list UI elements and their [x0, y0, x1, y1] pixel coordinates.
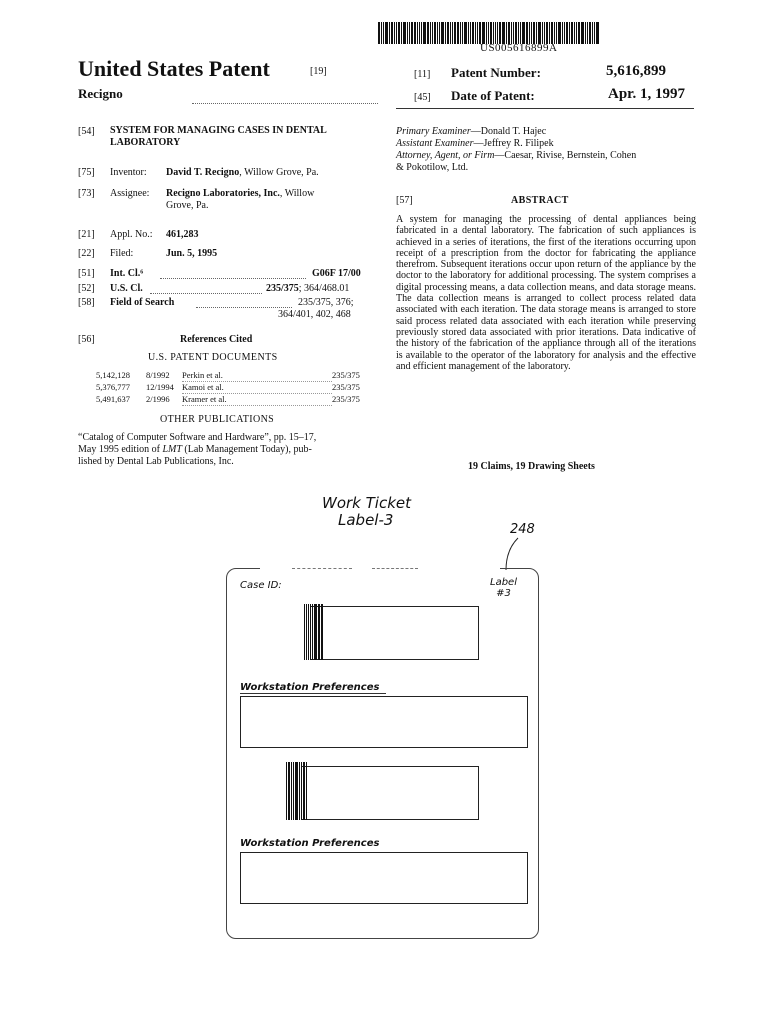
assistant-examiner-label: Assistant Examiner — [396, 138, 474, 149]
patent-title: United States Patent — [78, 56, 270, 81]
appl-no-label: Appl. No.: — [110, 229, 153, 240]
appl-no: 461,283 — [166, 229, 199, 240]
assignee-line — [166, 188, 314, 199]
f52-code: [52] — [78, 283, 95, 294]
primary-examiner-label: Primary Examiner — [396, 126, 471, 137]
reference-name: Perkin et al. — [182, 370, 332, 382]
f75-code: [75] — [78, 167, 95, 178]
int-cl-label: Int. Cl.⁶ — [110, 268, 144, 279]
ticket-label — [490, 577, 517, 599]
inventor-line — [166, 167, 319, 178]
leader-dots — [150, 293, 262, 294]
divider — [192, 103, 378, 104]
date-label: Date of Patent: — [451, 88, 535, 103]
inventor-name: David T. Recigno — [166, 167, 240, 178]
filed-label: Filed: — [110, 248, 134, 259]
abstract-title: ABSTRACT — [511, 195, 569, 206]
assignee-label: Assignee: — [110, 188, 150, 199]
reference-name: Kamoi et al. — [182, 382, 332, 394]
ticket-barcode-1 — [304, 604, 324, 660]
figure-caption-2: Label-3 — [338, 511, 394, 529]
reference-class: 235/375 — [332, 394, 360, 404]
abstract-text: A system for managing the processing of dental appliances being fabricated in a dental laboratory. The fabrication of such appliances is achieved in a series of iterations, the first of the iterations occurring upon receipt of a prescription from the doctor for fabricating the appliance therefrom. Subsequent iterations occur upon return of the appliance by the doctor to the laboratory for additional processing. The system comprises a digital processing means, a data collection means, and data storage means. The data collection means is arranged to collect process related data associated with each iteration. The data storage means is arranged to store said process related data associated with each iteration while preserving previously stored data associated with prior iterations. Data indicative of the history of the fabrication of the appliance through all of the iterations is available to the operator of the laboratory for analysis and the effective and efficient management of the laboratory. — [396, 214, 696, 372]
preferences-box-1 — [240, 696, 528, 748]
other-pub-2b: LMT — [162, 444, 182, 455]
reference-name: Kramer et al. — [182, 394, 332, 406]
us-cl-bold: 235/375 — [266, 283, 299, 294]
attorney-label: Attorney, Agent, or Firm — [396, 150, 495, 161]
assistant-examiner-line — [396, 138, 696, 150]
header-rule — [396, 108, 694, 109]
reference-date: 12/1994 — [146, 382, 174, 392]
inventor-place: , Willow Grove, Pa. — [239, 167, 319, 178]
attorney: —Caesar, Rivise, Bernstein, Cohen — [494, 150, 637, 161]
leader-line-icon — [496, 536, 526, 572]
assignee-place-2: Grove, Pa. — [166, 200, 209, 211]
int-cl-value: G06F 17/00 — [312, 268, 361, 279]
patent-number-code: [11] — [414, 69, 431, 80]
date-code: [45] — [414, 92, 431, 103]
publication-number: US005616899A — [480, 42, 558, 54]
inventor-surname: Recigno — [78, 86, 123, 101]
patent-number: 5,616,899 — [606, 63, 666, 79]
barcode — [378, 22, 694, 44]
ticket-barcode-2 — [286, 762, 308, 820]
leader-dots — [196, 307, 292, 308]
primary-examiner-line — [396, 126, 696, 138]
reference-class: 235/375 — [332, 370, 360, 380]
reference-number: 5,376,777 — [96, 382, 130, 392]
leader-dots — [160, 278, 306, 279]
reference-date: 8/1992 — [146, 370, 170, 380]
title-code: [19] — [310, 66, 327, 77]
patent-number-label: Patent Number: — [451, 65, 541, 80]
claims-summary: 19 Claims, 19 Drawing Sheets — [468, 461, 595, 472]
barcode-box-2 — [302, 766, 479, 820]
field-search-value-2: 364/401, 402, 468 — [278, 309, 351, 320]
inventor-label: Inventor: — [110, 167, 147, 178]
field-search-label: Field of Search — [110, 297, 175, 308]
underline — [240, 693, 386, 694]
field-search-value: 235/375, 376; — [298, 297, 354, 308]
primary-examiner: —Donald T. Hajec — [470, 126, 547, 137]
patent-date: Apr. 1, 1997 — [608, 86, 685, 102]
other-pubs-title: OTHER PUBLICATIONS — [160, 414, 275, 425]
references-title: References Cited — [180, 334, 253, 345]
reference-row — [96, 370, 372, 382]
assistant-examiner: —Jeffrey R. Filipek — [473, 138, 554, 149]
reference-class: 235/375 — [332, 382, 360, 392]
us-cl-value: ; 364/468.01 — [298, 283, 350, 294]
case-id-label: Case ID: — [240, 580, 282, 591]
frame-dashes — [292, 568, 352, 569]
other-pub-2a: May 1995 edition of — [78, 444, 163, 455]
f22-code: [22] — [78, 248, 95, 259]
assignee-name: Recigno Laboratories, Inc. — [166, 188, 280, 199]
reference-date: 2/1996 — [146, 394, 170, 404]
other-pub-line-1: “Catalog of Computer Software and Hardware”, pp. 15–17, — [78, 432, 317, 443]
workstation-preferences-2: Workstation Preferences — [240, 838, 380, 849]
f54-code: [54] — [78, 126, 95, 137]
other-pub-line-2 — [78, 444, 374, 456]
ticket-label-2: #3 — [496, 588, 511, 599]
reference-row — [96, 394, 372, 406]
f51-code: [51] — [78, 268, 95, 279]
other-pub-line-3: lished by Dental Lab Publications, Inc. — [78, 456, 234, 467]
attorney-line — [396, 150, 696, 162]
f56-code: [56] — [78, 334, 95, 345]
assignee-place: , Willow — [279, 188, 315, 199]
preferences-box-2 — [240, 852, 528, 904]
invention-title: SYSTEM FOR MANAGING CASES IN DENTAL LABORATORY — [110, 125, 327, 148]
figure-caption-1: Work Ticket — [322, 494, 412, 512]
barcode-box-1 — [310, 606, 479, 660]
references-table — [96, 370, 372, 406]
reference-number: 5,142,128 — [96, 370, 130, 380]
ticket-label-1: Label — [490, 577, 517, 588]
other-pub-2c: (Lab Management Today), pub- — [181, 444, 312, 455]
reference-numeral: 248 — [510, 522, 535, 537]
us-cl-label: U.S. Cl. — [110, 283, 143, 294]
f21-code: [21] — [78, 229, 95, 240]
f58-code: [58] — [78, 297, 95, 308]
filed-date: Jun. 5, 1995 — [166, 248, 218, 259]
us-docs-title: U.S. PATENT DOCUMENTS — [148, 352, 278, 363]
reference-number: 5,491,637 — [96, 394, 130, 404]
us-cl-line — [266, 283, 349, 294]
f57-code: [57] — [396, 195, 413, 206]
frame-dashes — [372, 568, 418, 569]
reference-row — [96, 382, 372, 394]
f73-code: [73] — [78, 188, 95, 199]
attorney-line-2: & Pokotilow, Ltd. — [396, 162, 469, 173]
other-publication — [78, 432, 374, 468]
workstation-preferences-1: Workstation Preferences — [240, 682, 380, 693]
examiners — [396, 126, 696, 174]
